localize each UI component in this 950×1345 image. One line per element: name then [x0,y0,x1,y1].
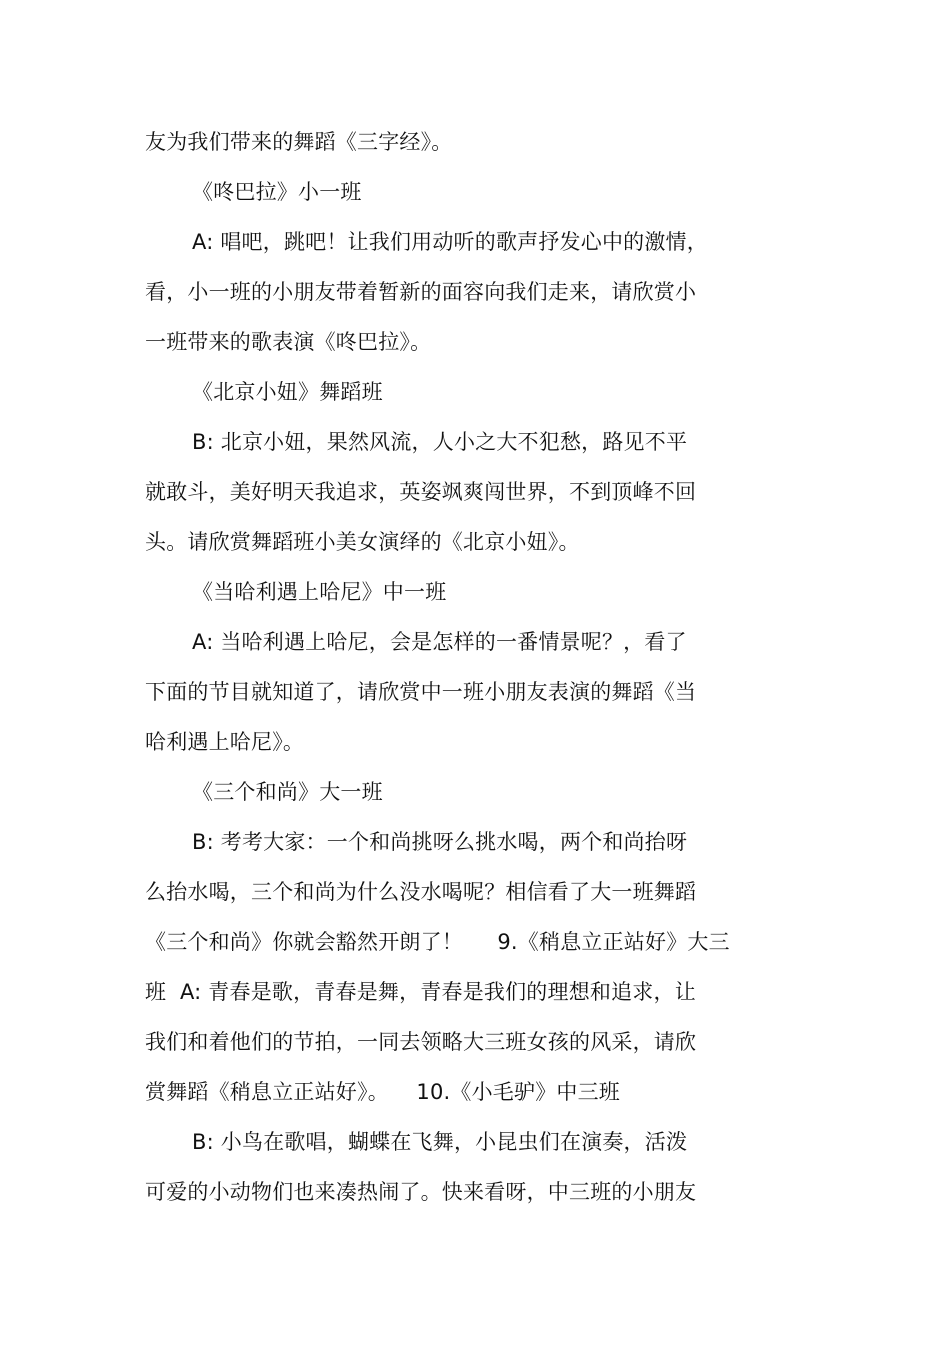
text-line: 看，小一班的小朋友带着暂新的面容向我们走来，请欣赏小 [145,280,697,304]
text-line: 《三个和尚》你就会豁然开朗了！ 9.《稍息立正站好》大三 [145,930,730,954]
text-line: 班 A: 青春是歌，青春是舞，青春是我们的理想和追求，让 [145,980,696,1004]
text-line: A: 当哈利遇上哈尼，会是怎样的一番情景呢？，看了 [192,630,687,654]
text-line: B: 小鸟在歌唱，蝴蝶在飞舞，小昆虫们在演奏，活泼 [192,1130,688,1154]
text-line: B: 北京小妞，果然风流，人小之大不犯愁，路见不平 [192,430,688,454]
program-heading: 《北京小妞》舞蹈班 [192,380,383,404]
program-heading: 《咚巴拉》小一班 [192,180,362,204]
program-heading: 《当哈利遇上哈尼》中一班 [192,580,447,604]
text-line: 下面的节目就知道了，请欣赏中一班小朋友表演的舞蹈《当 [145,680,697,704]
text-line: 友为我们带来的舞蹈《三字经》。 [145,130,453,154]
text-line: 哈利遇上哈尼》。 [145,730,305,754]
text-line: 就敢斗，美好明天我追求，英姿飒爽闯世界，不到顶峰不回 [145,480,697,504]
program-heading: 《三个和尚》大一班 [192,780,383,804]
text-line: 我们和着他们的节拍，一同去领略大三班女孩的风采，请欣 [145,1030,697,1054]
text-line: 赏舞蹈《稍息立正站好》。 10.《小毛驴》中三班 [145,1080,620,1104]
text-line: A: 唱吧，跳吧！让我们用动听的歌声抒发心中的激情， [192,230,708,254]
text-line: 头。请欣赏舞蹈班小美女演绎的《北京小妞》。 [145,530,580,554]
text-line: B: 考考大家：一个和尚挑呀么挑水喝，两个和尚抬呀 [192,830,688,854]
text-line: 么抬水喝，三个和尚为什么没水喝呢？相信看了大一班舞蹈 [145,880,697,904]
text-line: 一班带来的歌表演《咚巴拉》。 [145,330,432,354]
text-line: 可爱的小动物们也来凑热闹了。快来看呀，中三班的小朋友 [145,1180,697,1204]
